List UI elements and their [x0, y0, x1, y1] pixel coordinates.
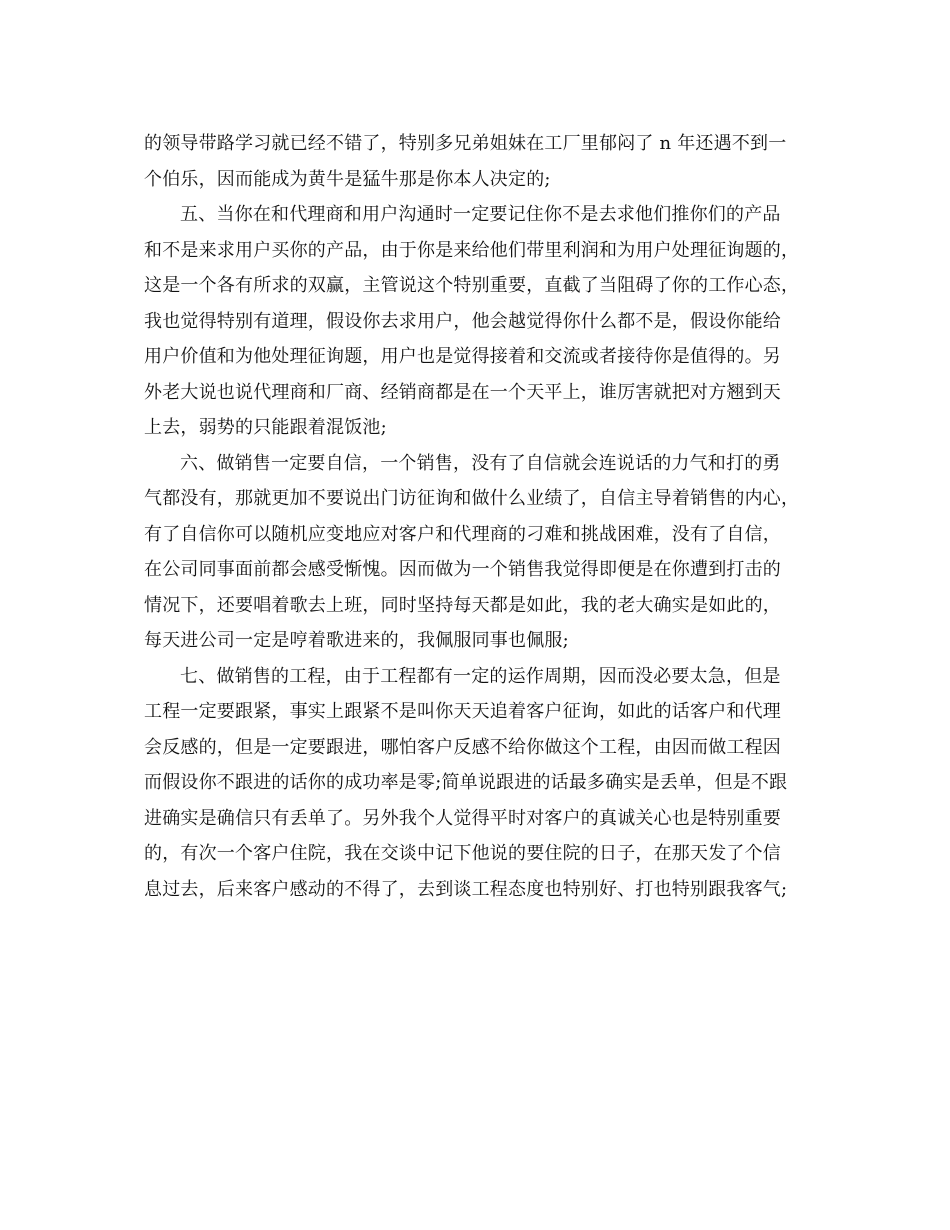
text-line: 五、当你在和代理商和用户沟通时一定要记住你不是去求他们推你们的产品	[180, 204, 781, 225]
text-line: 进确实是确信只有丢单了。另外我个人觉得平时对客户的真诚关心也是特别重要	[144, 807, 781, 829]
document-body	[144, 126, 808, 907]
text-line: 工程一定要跟紧，事实上跟紧不是叫你天天追着客户征询，如此的话客户和代理	[144, 701, 781, 722]
text-line: 的领导带路学习就已经不错了，特别多兄弟姐妹在工厂里郁闷了 n 年还遇不到一	[144, 133, 787, 154]
text-line: 用户价值和为他处理征询题，用户也是觉得接着和交流或者接待你是值得的。另	[144, 346, 781, 367]
text-line: 气都没有，那就更加不要说出门访征询和做什么业绩了，自信主导着销售的内心，	[144, 488, 800, 509]
text-line: 而假设你不跟进的话你的成功率是零;简单说跟进的话最多确实是丢单，但是不跟	[144, 772, 788, 793]
text-line: 情况下，还要唱着歌去上班，同时坚持每天都是如此，我的老大确实是如此的，	[144, 594, 781, 616]
text-line: 息过去，后来客户感动的不得了，去到谈工程态度也特别好、打也特别跟我客气;	[144, 878, 788, 900]
paragraph-7	[144, 659, 808, 908]
text-line: 有了自信你可以随机应变地应对客户和代理商的刁难和挑战困难，没有了自信，	[144, 523, 781, 545]
text-line: 的，有次一个客户住院，我在交谈中记下他说的要住院的日子，在那天发了个信	[144, 843, 781, 864]
text-line: 外老大说也说代理商和厂商、经销商都是在一个天平上，谁厉害就把对方翘到天	[144, 381, 781, 403]
text-line: 六、做销售一定要自信，一个销售，没有了自信就会连说话的力气和打的勇	[180, 452, 781, 474]
paragraph-5	[144, 197, 808, 446]
text-line: 七、做销售的工程，由于工程都有一定的运作周期，因而没必要太急，但是	[180, 665, 781, 687]
text-line: 和不是来求用户买你的产品，由于你是来给他们带里利润和为用户处理征询题的，	[144, 239, 800, 261]
text-line: 在公司同事面前都会感受惭愧。因而做为一个销售我觉得即便是在你遭到打击的	[144, 559, 781, 580]
paragraph-1	[144, 126, 808, 197]
text-line: 每天进公司一定是哼着歌进来的，我佩服同事也佩服;	[144, 630, 569, 651]
text-line: 上去，弱势的只能跟着混饭池;	[144, 417, 387, 438]
text-line: 我也觉得特别有道理，假设你去求用户，他会越觉得你什么都不是，假设你能给	[144, 310, 781, 332]
paragraph-6	[144, 446, 808, 659]
text-line: 个伯乐，因而能成为黄牛是猛牛那是你本人决定的;	[144, 168, 551, 190]
text-line: 会反感的，但是一定要跟进，哪怕客户反感不给你做这个工程，由因而做工程因	[144, 736, 781, 758]
text-line: 这是一个各有所求的双赢，主管说这个特别重要，直截了当阻碍了你的工作心态，	[144, 275, 800, 296]
